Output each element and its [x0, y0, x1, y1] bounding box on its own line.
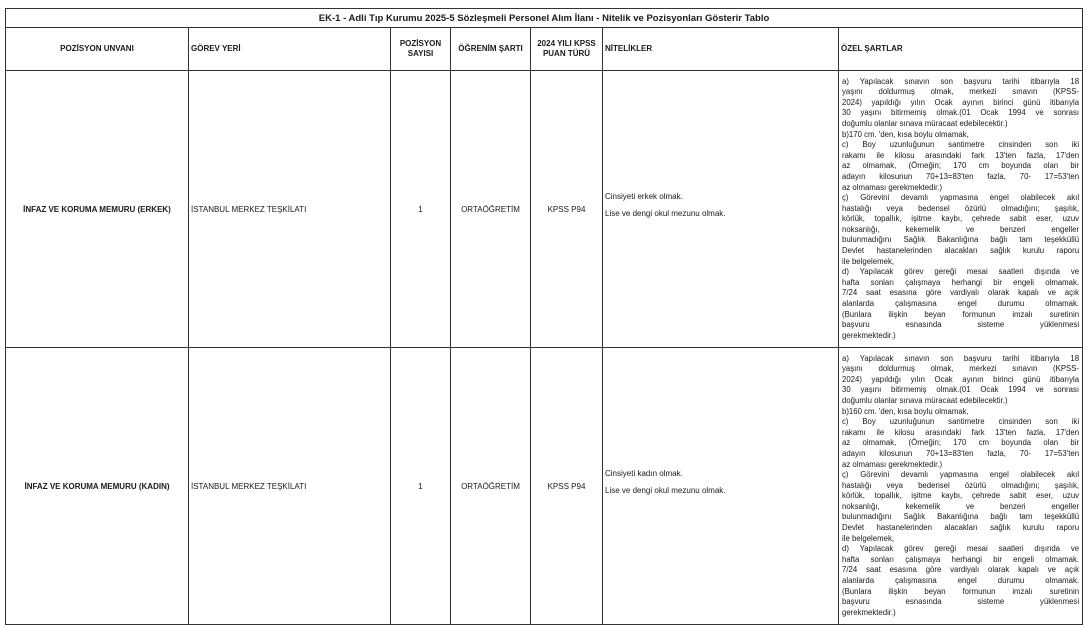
ozel-sart-line: bulunmadığını Sağlık Bakanlığına bağlı tam teşekküllü: [842, 235, 1080, 245]
ozel-sart-line: (Bunlara ilişkin beyan formunun imzalı suretinin: [842, 586, 1080, 596]
ozel-sart-line: Devlet hastanelerinden alacakları sağlık kurulu raporu: [842, 246, 1080, 256]
ozel-sart-line: c) Boy uzunluğunun santimetre cinsinden son iki: [842, 417, 1080, 427]
ozel-sart-line: az olmamak, (Örneğin; 170 cm boyunda olan bir: [842, 438, 1080, 448]
nitelik-item: Cinsiyeti erkek olmak.: [605, 192, 683, 201]
ozel-sart-line: 2024) yapıldığı yılın Ocak ayının birinci günü itibarıyla: [842, 374, 1080, 384]
gorev-yeri: İSTANBUL MERKEZ TEŞKİLATI: [189, 348, 391, 625]
nitelik-item: Lise ve dengi okul mezunu olmak.: [605, 486, 726, 495]
ozel-sart-line: hastalığı veya bedensel özürlü olmadığını; şaşılık,: [842, 480, 1080, 490]
table-row: [6, 71, 1083, 348]
ozel-sart-line: gerekmektedir.): [842, 330, 896, 340]
ozel-sart-line: başvuru esnasında sisteme yüklenmesi: [842, 597, 1080, 607]
header-pozisyon-sayisi: POZİSYON SAYISI: [391, 28, 451, 71]
gorev-yeri: İSTANBUL MERKEZ TEŞKİLATI: [189, 71, 391, 348]
kpss-puan-turu: KPSS P94: [531, 71, 603, 348]
ozel-sart-line: az olmaması gerekmektedir.): [842, 182, 943, 192]
ozel-sart-line: b)170 cm. 'den, kısa boylu olmamak,: [842, 129, 969, 139]
kpss-puan-turu: KPSS P94: [531, 348, 603, 625]
ozel-sart-line: ile belgelemek,: [842, 533, 895, 543]
ozel-sart-line: noksanlığı, kekemelik ve benzeri engeller: [842, 224, 1080, 234]
header-gorev-yeri: GÖREV YERİ: [189, 28, 391, 71]
header-ozel-sartlar: ÖZEL ŞARTLAR: [839, 28, 1083, 71]
header-nitelikler: NİTELİKLER: [603, 28, 839, 71]
ozel-sart-line: hafta sonları çalışmaya herhangi bir engeli olmamak.: [842, 554, 1080, 564]
nitelikler: [603, 71, 839, 348]
header-pozisyon-unvani: POZİSYON UNVANI: [6, 28, 189, 71]
ogrenim-sarti: ORTAÖĞRETİM: [451, 348, 531, 625]
ozel-sart-line: alanlarda çalışmasına engel durumu olmamak.: [842, 576, 1080, 586]
ozel-sart-line: körlük, topallık, işitme kaybı, çehrede sabit eser, uzuv: [842, 491, 1080, 501]
nitelikler: [603, 348, 839, 625]
ozel-sart-line: körlük, topallık, işitme kaybı, çehrede sabit eser, uzuv: [842, 214, 1080, 224]
ozel-sart-line: b)160 cm. 'den, kısa boylu olmamak,: [842, 406, 969, 416]
ozel-sart-line: yaşını doldurmuş olmak, merkezi sınavın (KPSS-: [842, 364, 1080, 374]
ozel-sart-line: d) Yapılacak görev gereği mesai saatleri dışında ve: [842, 267, 1080, 277]
header-ogrenim-sarti: ÖĞRENİM ŞARTI: [451, 28, 531, 71]
ozel-sart-line: hafta sonları çalışmaya herhangi bir engeli olmamak.: [842, 277, 1080, 287]
positions-table: [5, 8, 1083, 625]
header-row: [6, 28, 1083, 71]
ozel-sart-line: (Bunlara ilişkin beyan formunun imzalı suretinin: [842, 309, 1080, 319]
pozisyon-sayisi: 1: [391, 348, 451, 625]
ozel-sart-line: ç) Görevini devamlı yapmasına engel olabilecek akıl: [842, 193, 1080, 203]
ozel-sart-line: alanlarda çalışmasına engel durumu olmamak.: [842, 299, 1080, 309]
ozel-sart-line: rakamı ile kilosu arasındaki fark 13'ten fazla, 17'den: [842, 427, 1080, 437]
ozel-sart-line: 7/24 saat esasına göre vardiyalı olarak kapalı ve açık: [842, 565, 1080, 575]
pozisyon-sayisi: 1: [391, 71, 451, 348]
ozel-sartlar: [839, 71, 1083, 348]
ozel-sart-line: c) Boy uzunluğunun santimetre cinsinden son iki: [842, 140, 1080, 150]
ozel-sart-line: a) Yapılacak sınavın son başvuru tarihi itibarıyla 18: [842, 353, 1080, 363]
ozel-sart-line: Devlet hastanelerinden alacakları sağlık kurulu raporu: [842, 523, 1080, 533]
nitelik-item: Cinsiyeti kadın olmak.: [605, 469, 683, 478]
ozel-sart-line: rakamı ile kilosu arasındaki fark 13'ten fazla, 17'den: [842, 150, 1080, 160]
pozisyon-unvani: İNFAZ VE KORUMA MEMURU (ERKEK): [6, 71, 189, 348]
ozel-sart-line: doğumlu olanlar sınava müracaat edebilecektir.): [842, 118, 1008, 128]
ozel-sart-line: a) Yapılacak sınavın son başvuru tarihi itibarıyla 18: [842, 76, 1080, 86]
ozel-sart-line: 30 yaşını bitirmemiş olmak.(01 Ocak 1994 ve sonrası: [842, 385, 1080, 395]
ozel-sart-line: bulunmadığını Sağlık Bakanlığına bağlı tam teşekküllü: [842, 512, 1080, 522]
ozel-sart-line: 7/24 saat esasına göre vardiyalı olarak kapalı ve açık: [842, 288, 1080, 298]
table-title: EK-1 - Adli Tıp Kurumu 2025-5 Sözleşmeli Personel Alım İlanı - Nitelik ve Pozisyonları Gösterir Tablo: [6, 9, 1083, 28]
ozel-sart-line: d) Yapılacak görev gereği mesai saatleri dışında ve: [842, 544, 1080, 554]
ozel-sart-line: gerekmektedir.): [842, 607, 896, 617]
ozel-sart-line: noksanlığı, kekemelik ve benzeri engeller: [842, 501, 1080, 511]
ozel-sart-line: az olmamak, (Örneğin; 170 cm boyunda olan bir: [842, 161, 1080, 171]
ozel-sart-line: adayın kilosunun 70+13=83'ten fazla, 70- 17=53'ten: [842, 171, 1080, 181]
ozel-sart-line: az olmaması gerekmektedir.): [842, 459, 943, 469]
ozel-sart-line: doğumlu olanlar sınava müracaat edebilecektir.): [842, 395, 1008, 405]
ozel-sartlar: [839, 348, 1083, 625]
ogrenim-sarti: ORTAÖĞRETİM: [451, 71, 531, 348]
ozel-sart-line: yaşını doldurmuş olmak, merkezi sınavın (KPSS-: [842, 87, 1080, 97]
table-row: [6, 348, 1083, 625]
pozisyon-unvani: İNFAZ VE KORUMA MEMURU (KADIN): [6, 348, 189, 625]
ozel-sart-line: 30 yaşını bitirmemiş olmak.(01 Ocak 1994 ve sonrası: [842, 108, 1080, 118]
ozel-sart-line: ile belgelemek,: [842, 256, 895, 266]
ozel-sart-line: başvuru esnasında sisteme yüklenmesi: [842, 320, 1080, 330]
ozel-sart-line: 2024) yapıldığı yılın Ocak ayının birinci günü itibarıyla: [842, 97, 1080, 107]
ozel-sart-line: hastalığı veya bedensel özürlü olmadığını; şaşılık,: [842, 203, 1080, 213]
ozel-sart-line: ç) Görevini devamlı yapmasına engel olabilecek akıl: [842, 470, 1080, 480]
ozel-sart-line: adayın kilosunun 70+13=83'ten fazla, 70- 17=53'ten: [842, 448, 1080, 458]
header-kpss-puan-turu: 2024 YILI KPSS PUAN TÜRÜ: [531, 28, 603, 71]
nitelik-item: Lise ve dengi okul mezunu olmak.: [605, 209, 726, 218]
